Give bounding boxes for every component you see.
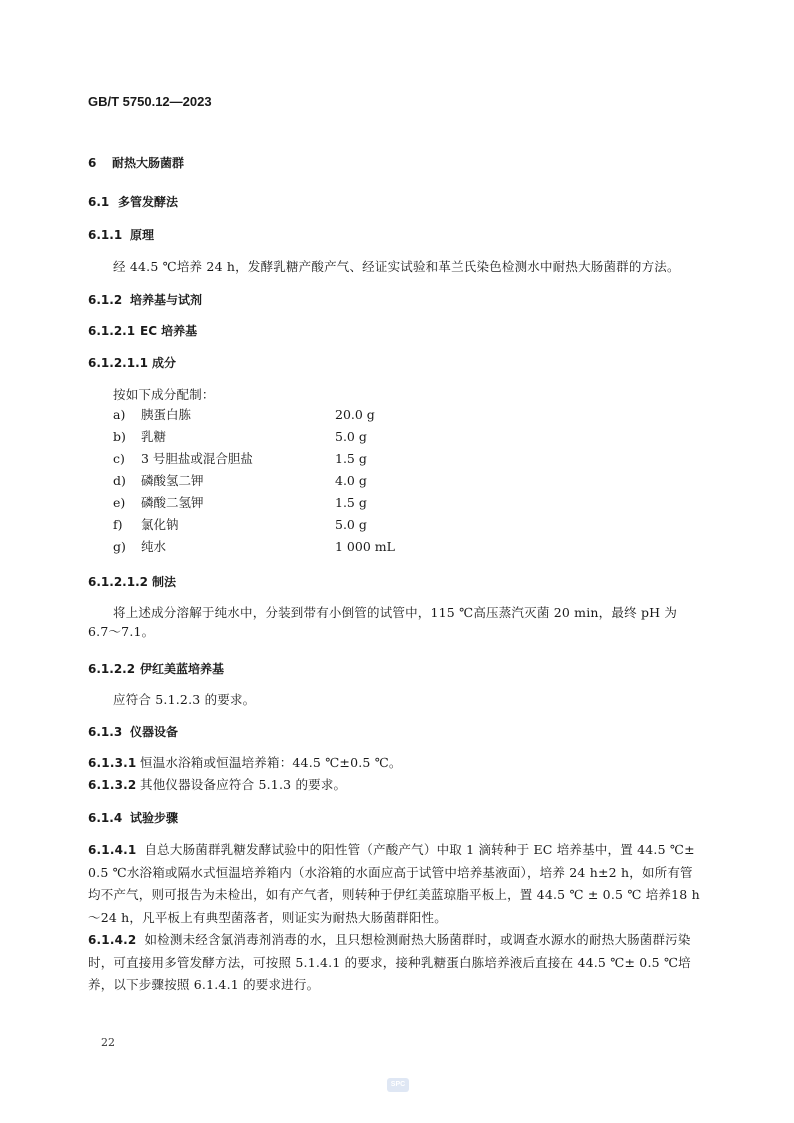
list-item	[113, 514, 513, 536]
section-title: 成分	[152, 356, 177, 370]
standard-code: GB/T 5750.12—2023	[88, 94, 212, 109]
step-number: 6.1.4.1	[88, 843, 137, 857]
list-item	[113, 492, 513, 514]
item-label: e)	[113, 495, 126, 510]
section-number: 6.1.2	[88, 293, 123, 307]
section-title: 试验步骤	[130, 811, 179, 825]
section-title: 多管发酵法	[118, 195, 179, 209]
page-number: 22	[101, 1036, 115, 1049]
item-name: 纯水	[141, 539, 167, 554]
composition-intro: 按如下成分配制：	[113, 387, 215, 402]
item-label: g)	[113, 539, 126, 554]
section-6-heading	[88, 154, 184, 173]
section-title: 仪器设备	[130, 725, 179, 739]
list-item	[113, 470, 513, 492]
item-amount: 1.5 g	[335, 451, 367, 466]
section-6-1-heading	[88, 193, 178, 212]
list-item	[113, 448, 513, 470]
step-text: 自总大肠菌群乳糖发酵试验中的阳性管（产酸产气）中取 1 滴转种于 EC 培养基中，置 44.5 ℃± 0.5 ℃水浴箱或隔水式恒温培养箱内（水浴箱的水面应高于试管中培养基液面），培养 24 h±2 h，如所有管均不产气，则可报告为未检出，如有产气者，则转种于伊红美蓝琼脂平板上，置 44.5 ℃ ± 0.5 ℃ 培养18 h～24 h，凡平板上有典型菌落者，则证实为耐热大肠菌群阳性。	[88, 842, 700, 925]
item-name: 磷酸二氢钾	[141, 495, 204, 510]
section-number: 6.1.2.1	[88, 324, 136, 338]
item-name: 氯化钠	[141, 517, 179, 532]
item-name: 乳糖	[141, 429, 167, 444]
list-item	[113, 426, 513, 448]
section-title: 耐热大肠菌群	[112, 156, 185, 170]
section-title: 制法	[152, 575, 177, 589]
item-name: 磷酸氢二钾	[141, 473, 204, 488]
emb-medium-paragraph: 应符合 5.1.2.3 的要求。	[113, 692, 256, 707]
item-number: 6.1.3.2	[88, 778, 137, 792]
section-number: 6.1.2.1.2	[88, 575, 148, 589]
section-6-1-1-heading	[88, 226, 154, 245]
section-number: 6	[88, 156, 97, 170]
item-text: 恒温水浴箱或恒温培养箱：44.5 ℃±0.5 ℃。	[140, 755, 402, 770]
section-6-1-2-heading	[88, 291, 202, 310]
section-number: 6.1	[88, 195, 110, 209]
spc-logo-icon: SPC	[387, 1078, 409, 1092]
section-title: 培养基与试剂	[130, 293, 203, 307]
item-amount: 5.0 g	[335, 429, 367, 444]
preparation-paragraph: 将上述成分溶解于纯水中，分装到带有小倒管的试管中，115 ℃高压蒸汽灭菌 20 min，最终 pH 为 6.7～7.1。	[88, 605, 678, 640]
item-label: c)	[113, 451, 125, 466]
item-amount: 4.0 g	[335, 473, 367, 488]
section-6-1-2-1-1-heading	[88, 354, 176, 373]
item-name: 3 号胆盐或混合胆盐	[141, 451, 253, 466]
section-title: 伊红美蓝培养基	[140, 662, 225, 676]
section-6-1-3-heading	[88, 723, 178, 742]
list-item	[113, 536, 513, 558]
section-title: EC 培养基	[140, 324, 198, 338]
step-number: 6.1.4.2	[88, 933, 137, 947]
section-number: 6.1.1	[88, 228, 123, 242]
procedure-step-2	[88, 929, 700, 997]
procedure-step-1	[88, 839, 700, 929]
section-6-1-4-heading	[88, 809, 178, 828]
item-label: b)	[113, 429, 126, 444]
section-number: 6.1.2.2	[88, 662, 136, 676]
item-number: 6.1.3.1	[88, 756, 137, 770]
section-6-1-2-1-heading	[88, 322, 197, 341]
section-number: 6.1.2.1.1	[88, 356, 148, 370]
item-amount: 5.0 g	[335, 517, 367, 532]
item-label: f)	[113, 517, 123, 532]
list-item	[113, 404, 513, 426]
step-text: 如检测未经含氯消毒剂消毒的水，且只想检测耐热大肠菌群时，或调查水源水的耐热大肠菌群污染时，可直接用多管发酵方法，可按照 5.1.4.1 的要求，接种乳糖蛋白胨培养液后直接在 44.5 ℃± 0.5 ℃培养，以下步骤按照 6.1.4.1 的要求进行。	[88, 932, 691, 992]
item-amount: 1.5 g	[335, 495, 367, 510]
section-6-1-2-2-heading	[88, 660, 224, 679]
section-title: 原理	[130, 228, 155, 242]
item-amount: 20.0 g	[335, 407, 375, 422]
section-number: 6.1.4	[88, 811, 123, 825]
equipment-item-1	[88, 753, 700, 773]
composition-list	[113, 404, 513, 558]
item-text: 其他仪器设备应符合 5.1.3 的要求。	[140, 777, 347, 792]
section-number: 6.1.3	[88, 725, 123, 739]
section-6-1-2-1-2-heading	[88, 573, 176, 592]
item-label: d)	[113, 473, 126, 488]
item-amount: 1 000 mL	[335, 539, 395, 554]
principle-paragraph: 经 44.5 ℃培养 24 h，发酵乳糖产酸产气、经证实试验和革兰氏染色检测水中耐热大肠菌群的方法。	[113, 259, 680, 274]
item-name: 胰蛋白胨	[141, 407, 192, 422]
equipment-item-2	[88, 775, 700, 795]
item-label: a)	[113, 407, 126, 422]
